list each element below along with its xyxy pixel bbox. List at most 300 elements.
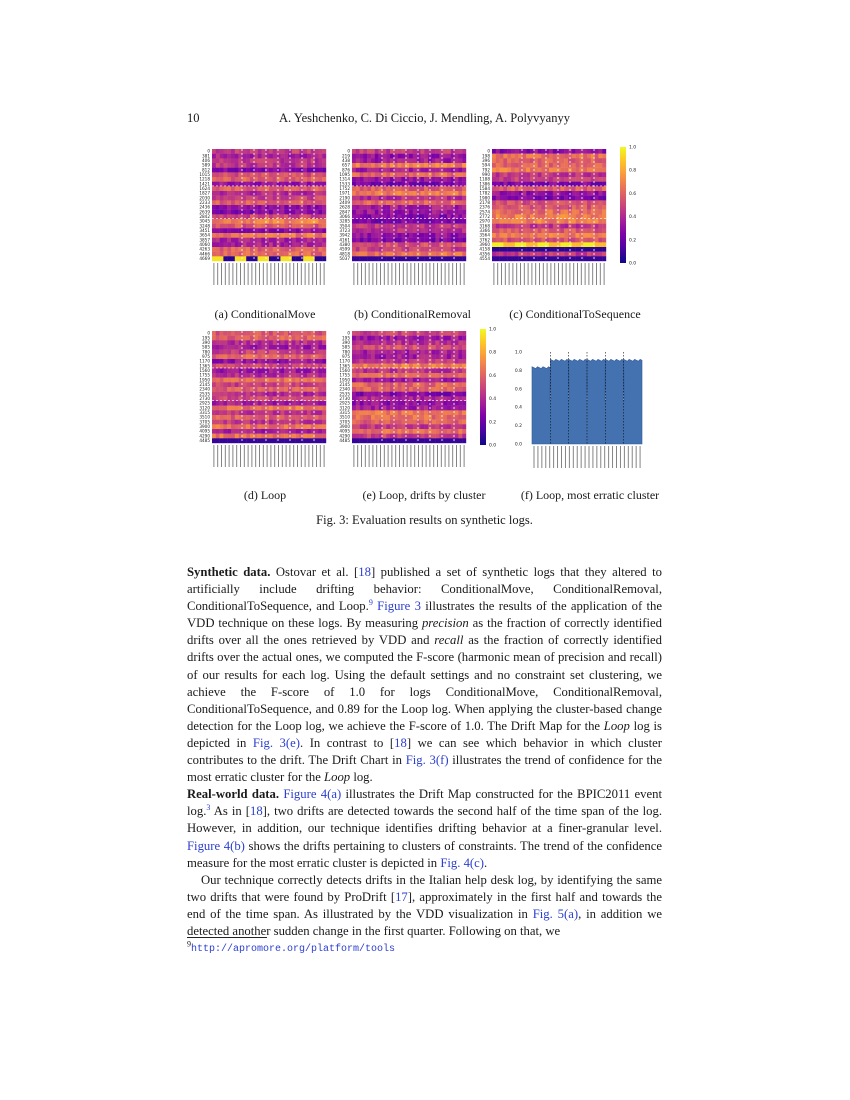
heatmap-cell (398, 256, 402, 261)
heatmap-cell (220, 219, 224, 224)
heatmap-cell (458, 172, 462, 177)
heatmap-cell (220, 420, 224, 425)
heatmap-cell (250, 210, 254, 215)
heatmap-cell (250, 154, 254, 159)
heatmap-cell (526, 210, 530, 215)
heatmap-cell (413, 406, 417, 411)
heatmap-cell (261, 168, 265, 173)
heatmap-cell (526, 242, 530, 247)
heatmap-cell (541, 210, 545, 215)
heatmap-cell (557, 177, 561, 182)
heatmap-cell (409, 415, 413, 420)
heatmap-cell (398, 158, 402, 163)
heatmap-cell (576, 168, 580, 173)
heatmap-cell (235, 158, 239, 163)
heatmap-cell (280, 228, 284, 233)
footnote-url-link[interactable]: http://apromore.org/platform/tools (191, 944, 396, 955)
heatmap-cell (318, 382, 322, 387)
heatmap-cell (436, 387, 440, 392)
heatmap-cell (424, 256, 428, 261)
heatmap-cell (356, 331, 360, 336)
heatmap-cell (212, 420, 216, 425)
heatmap-cell (235, 149, 239, 154)
heatmap-cell (455, 200, 459, 205)
heatmap-cell (367, 392, 371, 397)
heatmap-cell (549, 228, 553, 233)
heatmap-cell (417, 331, 421, 336)
heatmap-cell (602, 252, 606, 257)
heatmap-cell (503, 158, 507, 163)
heatmap-cell (443, 163, 447, 168)
heatmap-cell (242, 438, 246, 443)
heatmap-cell (553, 205, 557, 210)
heatmap-cell (398, 191, 402, 196)
heatmap-cell (299, 191, 303, 196)
heatmap-cell (261, 392, 265, 397)
heatmap-cell (375, 392, 379, 397)
heatmap-cell (576, 219, 580, 224)
heatmap-cell (458, 378, 462, 383)
heatmap-cell (541, 205, 545, 210)
heatmap-cell (553, 210, 557, 215)
heatmap-cell (284, 168, 288, 173)
heatmap-cell (352, 168, 356, 173)
heatmap-cell (386, 438, 390, 443)
heatmap-cell (363, 424, 367, 429)
heatmap-cell (250, 149, 254, 154)
heatmap-cell (322, 410, 326, 415)
heatmap-cell (280, 238, 284, 243)
heatmap-cell (424, 247, 428, 252)
heatmap-cell (443, 238, 447, 243)
heatmap-cell (315, 387, 319, 392)
heatmap-cell (212, 401, 216, 406)
heatmap-cell (375, 168, 379, 173)
heatmap-cell (269, 219, 273, 224)
heatmap-cell (447, 336, 451, 341)
heatmap-cell (292, 256, 296, 261)
heatmap-cell (235, 354, 239, 359)
heatmap-cell (352, 434, 356, 439)
heatmap-cell (371, 373, 375, 378)
heatmap-cell (522, 210, 526, 215)
heatmap-cell (432, 331, 436, 336)
heatmap-cell (458, 368, 462, 373)
heatmap-cell (375, 345, 379, 350)
heatmap-cell (458, 228, 462, 233)
heatmap-cell (507, 196, 511, 201)
heatmap-cell (296, 429, 300, 434)
heatmap-cell (424, 252, 428, 257)
heatmap-cell (424, 424, 428, 429)
heatmap-cell (322, 401, 326, 406)
heatmap-cell (250, 359, 254, 364)
heatmap-cell (420, 336, 424, 341)
heatmap-cell (280, 163, 284, 168)
heatmap-cell (413, 410, 417, 415)
heatmap-cell (284, 154, 288, 159)
heatmap-cell (560, 149, 564, 154)
heatmap-cell (503, 149, 507, 154)
heatmap-cell (261, 210, 265, 215)
heatmap-cell (398, 336, 402, 341)
heatmap-cell (269, 205, 273, 210)
heatmap-cell (212, 410, 216, 415)
heatmap-cell (462, 406, 466, 411)
heatmap-cell (436, 420, 440, 425)
heatmap-cell (424, 242, 428, 247)
heatmap-cell (436, 392, 440, 397)
heatmap-cell (595, 242, 599, 247)
heatmap-cell (318, 228, 322, 233)
heatmap-cell (443, 186, 447, 191)
heatmap-cell (250, 373, 254, 378)
heatmap-cell (223, 359, 227, 364)
heatmap-cell (367, 172, 371, 177)
heatmap-cell (227, 191, 231, 196)
heatmap-cell (231, 191, 235, 196)
heatmap-cell (439, 373, 443, 378)
heatmap-cell (595, 163, 599, 168)
heatmap-cell (455, 434, 459, 439)
heatmap-cell (572, 149, 576, 154)
heatmap-cell (401, 350, 405, 355)
heatmap-cell (398, 378, 402, 383)
heatmap-cell (455, 359, 459, 364)
heatmap-cell (269, 172, 273, 177)
heatmap-cell (299, 200, 303, 205)
heatmap-cell (280, 378, 284, 383)
heatmap-cell (360, 331, 364, 336)
heatmap-cell (360, 247, 364, 252)
citation-link[interactable]: 18 (249, 804, 263, 819)
heatmap-cell (375, 401, 379, 406)
heatmap-cell (401, 219, 405, 224)
heatmap-cell (250, 238, 254, 243)
heatmap-cell (598, 205, 602, 210)
y-tick-label: 792 (482, 167, 490, 173)
heatmap-cell (409, 224, 413, 229)
heatmap-cell (231, 186, 235, 191)
heatmap-cell (352, 205, 356, 210)
heatmap-cell (401, 354, 405, 359)
heatmap-cell (447, 191, 451, 196)
heatmap-cell (299, 210, 303, 215)
citation-link[interactable]: 17 (395, 889, 408, 904)
heatmap-cell (352, 350, 356, 355)
heatmap-cell (436, 191, 440, 196)
heatmap-cell (420, 238, 424, 243)
heatmap-cell (398, 401, 402, 406)
heatmap-cell (413, 158, 417, 163)
heatmap-cell (538, 186, 542, 191)
heatmap-cell (303, 200, 307, 205)
heatmap-cell (439, 200, 443, 205)
heatmap-cell (553, 233, 557, 238)
heatmap-cell (322, 210, 326, 215)
heatmap-cell (447, 238, 451, 243)
heatmap-cell (390, 331, 394, 336)
citation-link[interactable]: 18 (358, 565, 371, 579)
heatmap-cell (212, 224, 216, 229)
heatmap-cell (511, 238, 515, 243)
heatmap-cell (386, 233, 390, 238)
heatmap-cell (420, 224, 424, 229)
heatmap-cell (352, 345, 356, 350)
heatmap-cell (455, 205, 459, 210)
y-tick-label: 4485 (339, 438, 350, 444)
heatmap-cell (352, 186, 356, 191)
heatmap-cell (315, 410, 319, 415)
heatmap-cell (503, 168, 507, 173)
heatmap-cell (227, 219, 231, 224)
heatmap-cell (227, 368, 231, 373)
heatmap-cell (507, 247, 511, 252)
heatmap-cell (398, 196, 402, 201)
heatmap-cell (500, 242, 504, 247)
heatmap-cell (424, 420, 428, 425)
heatmap-cell (307, 359, 311, 364)
heatmap-cell (492, 154, 496, 159)
heatmap-cell (367, 205, 371, 210)
heatmap-cell (401, 424, 405, 429)
heatmap-cell (443, 345, 447, 350)
heatmap-cell (292, 336, 296, 341)
heatmap-cell (235, 224, 239, 229)
heatmap-cell (462, 410, 466, 415)
heatmap-cell (458, 382, 462, 387)
heatmap-cell (296, 340, 300, 345)
heatmap-cell (413, 219, 417, 224)
heatmap-cell (602, 158, 606, 163)
heatmap-cell (443, 149, 447, 154)
heatmap-cell (420, 415, 424, 420)
heatmap-cell (284, 219, 288, 224)
heatmap-cell (409, 219, 413, 224)
heatmap-cell (417, 340, 421, 345)
heatmap-cell (507, 186, 511, 191)
heatmap-cell (246, 368, 250, 373)
heatmap-cell (579, 247, 583, 252)
heatmap-cell (315, 415, 319, 420)
heatmap-cell (382, 415, 386, 420)
heatmap-cell (439, 420, 443, 425)
heatmap-cell (549, 252, 553, 257)
heatmap-cell (409, 149, 413, 154)
heatmap-cell (432, 191, 436, 196)
heatmap-cell (227, 434, 231, 439)
heatmap-cell (356, 406, 360, 411)
heatmap-cell (409, 196, 413, 201)
heatmap-cell (553, 252, 557, 257)
heatmap-cell (447, 228, 451, 233)
heatmap-cell (277, 210, 281, 215)
figure-link[interactable]: Fig. 5(a) (532, 906, 579, 921)
heatmap-cell (560, 200, 564, 205)
heatmap-cell (572, 191, 576, 196)
heatmap-cell (526, 177, 530, 182)
heatmap-cell (322, 242, 326, 247)
heatmap-cell (231, 219, 235, 224)
heatmap-cell (261, 196, 265, 201)
heatmap-cell (455, 350, 459, 355)
heatmap-cell (277, 350, 281, 355)
heatmap-cell (409, 158, 413, 163)
heatmap-cell (382, 163, 386, 168)
figure-link[interactable]: Figure 4(a) (283, 787, 342, 802)
heatmap-cell (503, 177, 507, 182)
heatmap-cell (398, 163, 402, 168)
heatmap-cell (386, 354, 390, 359)
footnote-ref[interactable]: 3 (206, 803, 211, 813)
heatmap-cell (261, 238, 265, 243)
y-tick-label: 3564 (479, 232, 490, 238)
heatmap-cell (231, 200, 235, 205)
heatmap-cell (356, 163, 360, 168)
heatmap-cell (352, 354, 356, 359)
heatmap-cell (390, 158, 394, 163)
y-tick-label: 1584 (479, 186, 490, 192)
citation-link[interactable]: 18 (394, 735, 407, 750)
heatmap-cell (595, 154, 599, 159)
heatmap-cell (299, 434, 303, 439)
caption-panel-d: (d) Loop (243, 488, 287, 502)
heatmap-cell (322, 233, 326, 238)
figure-link[interactable]: Fig. 3(f) (405, 753, 449, 768)
heatmap-cell (390, 420, 394, 425)
heatmap-cell (299, 392, 303, 397)
heatmap-cell (315, 228, 319, 233)
heatmap-cell (549, 247, 553, 252)
heatmap-cell (250, 256, 254, 261)
heatmap-cell (356, 354, 360, 359)
heatmap-cell (409, 345, 413, 350)
heatmap-cell (458, 219, 462, 224)
heatmap-cell (223, 247, 227, 252)
heatmap-cell (296, 196, 300, 201)
heatmap-cell (436, 354, 440, 359)
heatmap-cell (322, 219, 326, 224)
heatmap-cell (538, 158, 542, 163)
heatmap-cell (227, 378, 231, 383)
heatmap-cell (322, 406, 326, 411)
heatmap-cell (375, 247, 379, 252)
heatmap-cell (455, 378, 459, 383)
y-tick-label: 975 (202, 354, 210, 360)
figure-link[interactable]: Fig. 4(c) (440, 855, 485, 870)
figure-link[interactable]: Figure 3 (377, 599, 421, 614)
y-tick-label: 4599 (339, 246, 350, 252)
heatmap-cell (375, 350, 379, 355)
heatmap-cell (231, 387, 235, 392)
heatmap-cell (246, 196, 250, 201)
heatmap-cell (322, 177, 326, 182)
heatmap-cell (352, 256, 356, 261)
heatmap-cell (273, 331, 277, 336)
heatmap-cell (250, 168, 254, 173)
heatmap-cell (538, 200, 542, 205)
heatmap-cell (572, 154, 576, 159)
heatmap-cell (526, 256, 530, 261)
heatmap-cell (363, 392, 367, 397)
heatmap-cell (439, 345, 443, 350)
heatmap-cell (212, 373, 216, 378)
heatmap-cell (462, 401, 466, 406)
heatmap-cell (409, 256, 413, 261)
heatmap-cell (462, 378, 466, 383)
heatmap-cell (296, 345, 300, 350)
heatmap-cell (280, 200, 284, 205)
heatmap-cell (432, 252, 436, 257)
heatmap-cell (292, 350, 296, 355)
figure-link[interactable]: Figure 4(b) (187, 838, 245, 853)
heatmap-cell (447, 242, 451, 247)
heatmap-cell (595, 177, 599, 182)
heatmap-cell (269, 158, 273, 163)
heatmap-cell (242, 429, 246, 434)
heatmap-cell (526, 191, 530, 196)
heatmap-cell (549, 242, 553, 247)
heatmap-cell (417, 205, 421, 210)
heatmap-cell (261, 438, 265, 443)
y-tick-label: 594 (482, 162, 490, 168)
heatmap-cell (367, 186, 371, 191)
heatmap-cell (371, 163, 375, 168)
heatmap-cell (246, 247, 250, 252)
heatmap-cell (557, 238, 561, 243)
heatmap-cell (258, 434, 262, 439)
figure-link[interactable]: Fig. 3(e) (252, 735, 300, 750)
heatmap-cell (307, 382, 311, 387)
heatmap-cell (371, 424, 375, 429)
heatmap-cell (496, 205, 500, 210)
heatmap-cell (602, 210, 606, 215)
heatmap-cell (538, 256, 542, 261)
heatmap-cell (352, 415, 356, 420)
heatmap-cell (231, 177, 235, 182)
heatmap-cell (424, 415, 428, 420)
heatmap-cell (246, 350, 250, 355)
heatmap-cell (242, 205, 246, 210)
heatmap-cell (420, 373, 424, 378)
heatmap-cell (409, 420, 413, 425)
heatmap-cell (258, 172, 262, 177)
heatmap-cell (413, 224, 417, 229)
heatmap-cell (401, 256, 405, 261)
heatmap-cell (227, 205, 231, 210)
heatmap-cell (371, 401, 375, 406)
heatmap-cell (560, 205, 564, 210)
heatmap-cell (315, 233, 319, 238)
heatmap-cell (367, 420, 371, 425)
heatmap-cell (538, 177, 542, 182)
colorbar (480, 329, 486, 445)
heatmap-cell (356, 186, 360, 191)
heatmap-cell (363, 387, 367, 392)
heatmap-cell (292, 191, 296, 196)
footnote-ref[interactable]: 9 (368, 597, 373, 607)
heatmap-cell (458, 238, 462, 243)
heatmap-cell (458, 438, 462, 443)
heatmap-cell (538, 205, 542, 210)
heatmap-cell (503, 154, 507, 159)
heatmap-cell (579, 172, 583, 177)
heatmap-cell (587, 210, 591, 215)
heatmap-cell (284, 438, 288, 443)
heatmap-cell (420, 172, 424, 177)
heatmap-cell (447, 434, 451, 439)
heatmap-cell (496, 224, 500, 229)
